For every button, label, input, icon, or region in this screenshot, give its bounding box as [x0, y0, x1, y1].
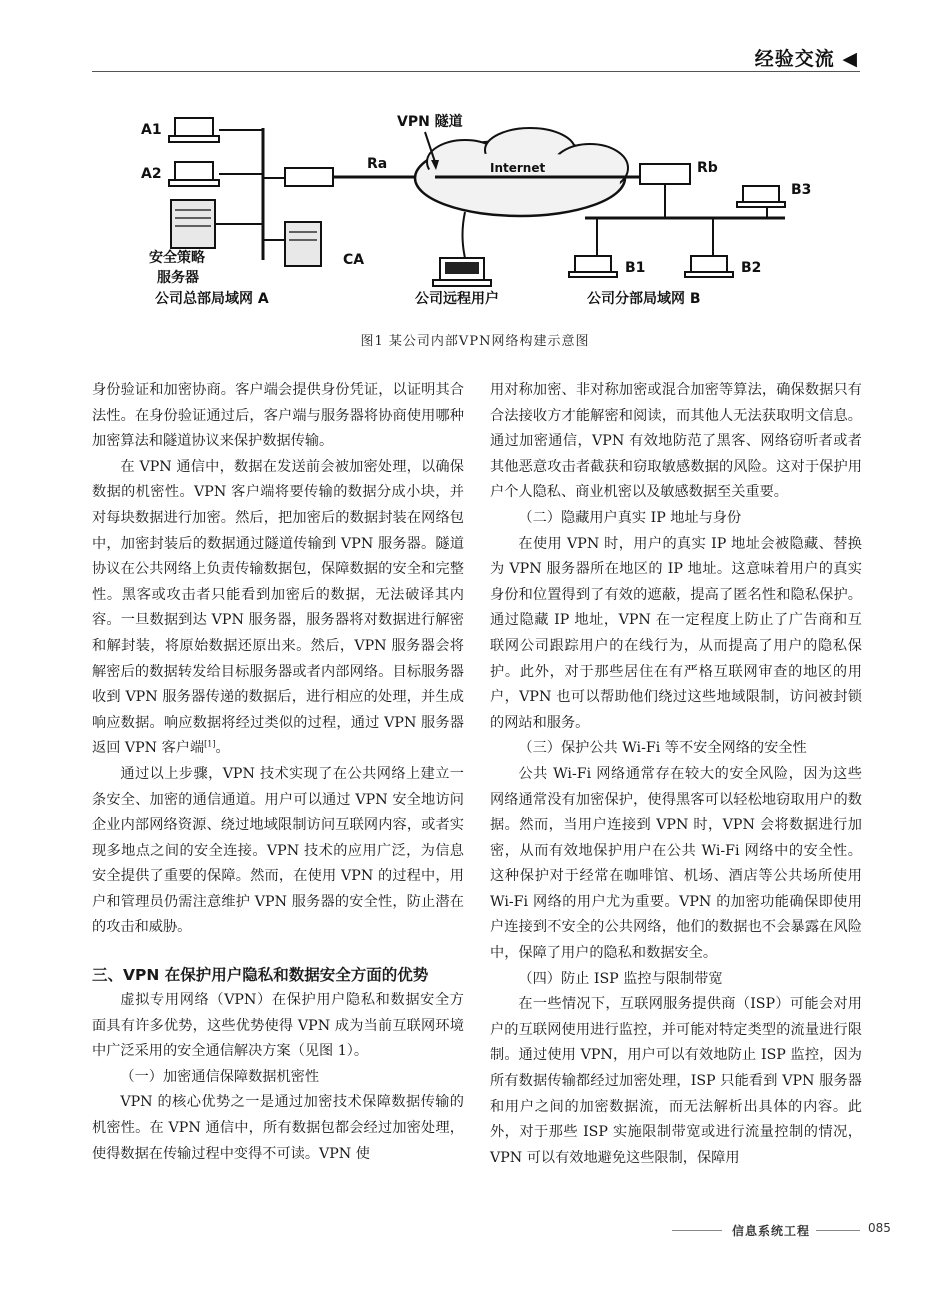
label-hq-lan: 公司总部局域网 A — [155, 291, 269, 307]
section-header-title: 经验交流 ◀ — [754, 48, 858, 70]
paragraph: 用对称加密、非对称加密或混合加密等算法，确保数据只有合法接收方才能解密和阅读，而其他人无法获取明文信息。通过加密通信，VPN 有效地防范了黑客、网络窃听者或者其他恶意攻击者截获和窃取敏感数据的风险。这对于保护用户个人隐私、商业机密以及敏感数据至关重要。 — [490, 382, 862, 501]
vpn-network-diagram — [135, 100, 815, 315]
paragraph: 虚拟专用网络（VPN）在保护用户隐私和数据安全方面具有许多优势，这些优势使得 VPN 成为当前互联网环境中广泛采用的安全通信解决方案（见图 1）。 — [92, 992, 464, 1060]
security-server-icon — [171, 200, 263, 248]
label-ra: Ra — [367, 156, 388, 172]
paragraph: 在一些情况下，互联网服务提供商（ISP）可能会对用户的互联网使用进行监控，并可能对特定类型的流量进行限制。通过使用 VPN，用户可以有效地防止 ISP 监控，因为所有数据传输都经过加密处理，ISP 只能看到 VPN 服务器和用户之间的加密数据流，而无法解析出具体的内容。此外，对于那些 ISP 实施限制带宽或进行流量控制的情况，VPN 可以有效地避免这些限制，保障用 — [490, 996, 862, 1166]
paragraph: 身份验证和加密协商。客户端会提供身份凭证，以证明其合法性。在身份验证通过后，客户端与服务器将协商使用哪种加密算法和隧道协议来保护数据传输。 — [92, 382, 464, 450]
diagram-svg — [135, 100, 815, 315]
computer-a2-icon — [169, 162, 263, 186]
right-column — [490, 378, 862, 1171]
label-internet: Internet — [490, 161, 546, 175]
citation-ref: [1] — [204, 739, 216, 749]
subsection-heading: （一）加密通信保障数据机密性 — [120, 1068, 320, 1085]
label-rb: Rb — [697, 160, 718, 176]
computer-b3-icon — [737, 186, 785, 218]
paragraph: 在 VPN 通信中，数据在发送前会被加密处理，以确保数据的机密性。VPN 客户端将要传输的数据分成小块，并对每块数据进行加密。然后，把加密后的数据封装在网络包中，加密封装后的数据通过隧道传输到 VPN 服务器。隧道协议在公共网络上负责传输数据包，保障数据的安全和完整性。黑客或攻击者只能看到加密后的数据，无法破译其内容。一旦数据到达 VPN 服务器，服务器将对数据进行解密和解封装，将原始数据还原出来。然后，VPN 服务器会将解密后的数据转发给目标服务器或者内部网络。目标服务器收到 VPN 服务器传递的数据后，进行相应的处理，并生成响应数据。响应数据将经过类似的过程，通过 VPN 服务器返回 VPN 客户端[1]。 — [92, 458, 464, 757]
page-number: 085 — [868, 1221, 891, 1235]
figure-caption: 图1 某公司内部VPN网络构建示意图 — [360, 334, 590, 349]
paragraph: 在使用 VPN 时，用户的真实 IP 地址会被隐藏、替换为 VPN 服务器所在地区的 IP 地址。这意味着用户的真实身份和位置得到了有效的遮蔽，提高了匿名性和隐私保护。通过隐藏 IP 地址，VPN 在一定程度上防止了广告商和互联网公司跟踪用户的在线行为，从而提高了用户的隐私保护。此外，对于那些居住在有严格互联网审查的地区的用户，VPN 也可以帮助他们绕过这些地域限制，访问被封锁的网站和服务。 — [490, 535, 862, 731]
label-security-server-line2: 服务器 — [157, 270, 199, 286]
computer-b2-icon — [685, 218, 733, 277]
label-ca: CA — [343, 252, 365, 268]
label-branch-lan: 公司分部局域网 B — [587, 291, 701, 307]
router-rb-icon — [640, 164, 690, 218]
page-footer — [0, 1220, 950, 1240]
subsection-heading: （二）隐藏用户真实 IP 地址与身份 — [518, 509, 742, 526]
computer-a1-icon — [169, 118, 263, 142]
paragraph: 公共 Wi-Fi 网络通常存在较大的安全风险，因为这些网络通常没有加密保护，使得黑客可以轻松地窃取用户的数据。然而，当用户连接到 VPN 时，VPN 会将数据进行加密，从而有效地保护用户在公共 Wi-Fi 网络中的安全性。这种保护对于经常在咖啡馆、机场、酒店等公共场所使用 Wi-Fi 网络的用户尤为重要。VPN 的加密功能确保即使用户连接到不安全的公共网络，他们的数据也不会暴露在风险中，保障了用户的隐私和数据安全。 — [490, 765, 862, 962]
paragraph: 通过以上步骤，VPN 技术实现了在公共网络上建立一条安全、加密的通信通道。用户可以通过 VPN 安全地访问企业内部网络资源、绕过地域限制访问互联网内容，或者实现多地点之间的安全连接。VPN 技术的应用广泛，为信息安全提供了重要的保障。然而，在使用 VPN 的过程中，用户和管理员仍需注意维护 VPN 服务器的安全性，防止潜在的攻击和威胁。 — [92, 765, 464, 936]
subsection-heading: （三）保护公共 Wi-Fi 等不安全网络的安全性 — [518, 740, 807, 757]
paragraph: VPN 的核心优势之一是通过加密技术保障数据传输的机密性。在 VPN 通信中，所有数据包都会经过加密处理，使得数据在传输过程中变得不可读。VPN 使 — [92, 1094, 464, 1162]
router-ra-icon — [263, 168, 435, 186]
footer-rule-right — [816, 1230, 860, 1231]
subsection-heading: （四）防止 ISP 监控与限制带宽 — [518, 970, 723, 987]
header-rule — [92, 71, 860, 72]
label-a2: A2 — [141, 166, 162, 182]
label-a1: A1 — [141, 122, 162, 138]
label-b2: B2 — [741, 260, 762, 276]
left-column — [92, 378, 464, 1167]
remote-user-laptop-icon — [433, 212, 491, 286]
footer-rule-left — [672, 1230, 722, 1231]
label-remote-user: 公司远程用户 — [415, 291, 499, 307]
ca-server-icon — [263, 222, 321, 266]
journal-name: 信息系统工程 — [732, 1224, 811, 1238]
label-b1: B1 — [625, 260, 646, 276]
label-vpn-tunnel: VPN 隧道 — [397, 114, 463, 130]
computer-b1-icon — [569, 218, 617, 277]
section-heading: 三、VPN 在保护用户隐私和数据安全方面的优势 — [92, 966, 429, 985]
label-b3: B3 — [791, 182, 812, 198]
label-security-server-line1: 安全策略 — [149, 250, 205, 266]
